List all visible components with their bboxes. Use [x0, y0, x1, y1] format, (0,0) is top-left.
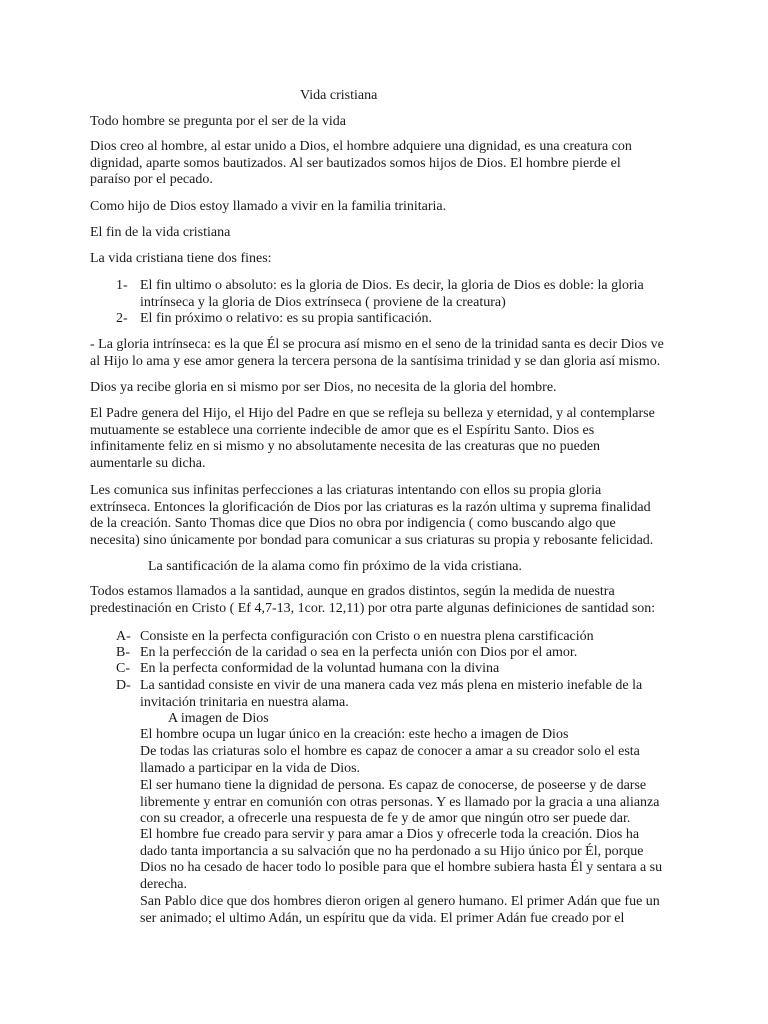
text-line: El hombre fue creado para servir y para amar a Dios y ofrecerle toda la creación. Dios ha	[140, 827, 640, 842]
fines-intro: La vida cristiana tiene dos fines:	[90, 251, 272, 266]
list-item-definition-c	[140, 661, 688, 678]
text-line: con su creador, a ofrecerle una respuesta de fe y de amor que ningún otro ser puede dar.	[140, 811, 631, 826]
paragraph-lugar-unico	[140, 727, 700, 744]
paragraph-todas-criaturas	[140, 744, 700, 777]
list-marker: 2-	[116, 311, 128, 326]
paragraph-dignidad-persona	[140, 778, 700, 828]
text-line: libremente y entrar en comunión con otras personas. Y es llamado por la gracia a una alianza	[140, 794, 660, 810]
list-item-fin-ultimo	[140, 278, 688, 311]
heading-fin-vida-cristiana: El fin de la vida cristiana	[90, 225, 231, 240]
text-line: predestinación en Cristo ( Ef 4,7-13, 1cor. 12,11) por otra parte algunas definiciones de santidad son:	[90, 600, 656, 616]
list-marker: 1-	[116, 278, 128, 293]
paragraph-comunica-perfecciones	[90, 483, 702, 549]
document-title: Vida cristiana	[300, 88, 378, 103]
paragraph-dios-creo	[90, 139, 690, 189]
list-item-definition-a	[140, 629, 688, 646]
text-line: derecha.	[140, 876, 188, 892]
text-line: Les comunica sus infinitas perfecciones a las criaturas intentando con ellos su propia gloria	[90, 483, 602, 498]
paragraph-gloria-intrinseca	[90, 337, 702, 370]
text-line: San Pablo dice que dos hombres dieron origen al genero humano. El primer Adán que fue un	[140, 894, 660, 909]
text-line: Dios creo al hombre, al estar unido a Dios, el hombre adquiere una dignidad, es una creatura con	[90, 139, 632, 154]
text-line: dado tanta importancia a su salvación que no ha perdonado a su Hijo único por Él, porque	[140, 843, 644, 859]
text-line: El fin próximo o relativo: es su propia santificación.	[140, 311, 432, 326]
paragraph-padre-genera	[90, 406, 690, 472]
list-marker: B-	[116, 645, 130, 660]
text-line: llamado a participar en la vida de Dios.	[140, 760, 361, 776]
text-line: mutuamente se establece una corriente indecible de amor que es el Espíritu Santo. Dios es	[90, 422, 595, 438]
text-line: Dios no ha cesado de hacer todo lo posible para que el hombre subiera hasta Él y sentara a su	[140, 860, 663, 875]
section-subtitle: La santificación de la alama como fin próximo de la vida cristiana.	[148, 559, 522, 574]
text-line: paraíso por el pecado.	[90, 172, 213, 187]
text-line: En la perfecta conformidad de la voluntad humana con la divina	[140, 661, 500, 676]
text-line: invitación trinitaria en nuestra alama.	[140, 694, 349, 710]
text-line: Consiste en la perfecta configuración con Cristo o en nuestra plena carstificación	[140, 629, 594, 644]
text-line: necesita) sino únicamente por bondad para comunicar a sus criaturas su propia y rebosante felicidad.	[90, 532, 654, 548]
list-marker: C-	[116, 661, 130, 676]
text-line: En la perfección de la caridad o sea en la perfecta unión con Dios por el amor.	[140, 645, 578, 660]
heading-imagen-de-dios: A imagen de Dios	[168, 711, 269, 726]
text-line: Todos estamos llamados a la santidad, aunque en grados distintos, según la medida de nuestra	[90, 584, 615, 599]
text-line: de la creación. Santo Thomas dice que Dios no obra por indigencia ( como buscando algo que	[90, 516, 616, 531]
text-line: El Padre genera del Hijo, el Hijo del Padre en que se refleja su belleza y eternidad, y al contemplarse	[90, 406, 655, 421]
text-line: - La gloria intrínseca: es la que Él se procura así mismo en el seno de la trinidad santa es decir Dios ve	[90, 337, 664, 352]
text-line: al Hijo lo ama y ese amor genera la tercera persona de la santísima trinidad y se dan gloria así mismo.	[90, 353, 661, 369]
text-line: aumentarle su dicha.	[90, 455, 206, 471]
list-marker: D-	[116, 678, 131, 693]
text-line: De todas las criaturas solo el hombre es capaz de conocer a amar a su creador solo el esta	[140, 744, 640, 759]
list-item-fin-proximo	[140, 311, 688, 328]
paragraph-san-pablo	[140, 894, 700, 927]
text-line: La santidad consiste en vivir de una manera cada vez más plena en misterio inefable de la	[140, 678, 643, 693]
paragraph-creado-para-servir	[140, 827, 700, 893]
text-line: El ser humano tiene la dignidad de persona. Es capaz de conocerse, de poseerse y de darse	[140, 778, 647, 793]
paragraph-dios-recibe-gloria: Dios ya recibe gloria en si mismo por ser Dios, no necesita de la gloria del hombre.	[90, 380, 557, 395]
intro-paragraph: Todo hombre se pregunta por el ser de la vida	[90, 114, 346, 129]
text-line: extrínseca. Entonces la glorificación de Dios por las criaturas es la razón ultima y suprema finalidad	[90, 499, 651, 515]
paragraph-llamados-santidad	[90, 584, 702, 617]
text-line: dignidad, aparte somos bautizados. Al ser bautizados somos hijos de Dios. El hombre pierde el	[90, 155, 621, 171]
list-item-definition-d	[140, 678, 688, 711]
text-line: intrínseca y la gloria de Dios extrínseca ( proviene de la creatura)	[140, 294, 506, 310]
text-line: El hombre ocupa un lugar único en la creación: este hecho a imagen de Dios	[140, 727, 569, 742]
text-line: ser animado; el ultimo Adán, un espíritu que da vida. El primer Adán fue creado por el	[140, 910, 625, 926]
text-line: El fin ultimo o absoluto: es la gloria de Dios. Es decir, la gloria de Dios es doble: la gloria	[140, 278, 644, 293]
text-line: infinitamente feliz en si mismo y no absolutamente necesita de las creaturas que no pueden	[90, 439, 601, 454]
list-item-definition-b	[140, 645, 688, 662]
list-marker: A-	[116, 629, 131, 644]
paragraph-hijo-de-dios: Como hijo de Dios estoy llamado a vivir en la familia trinitaria.	[90, 199, 447, 214]
